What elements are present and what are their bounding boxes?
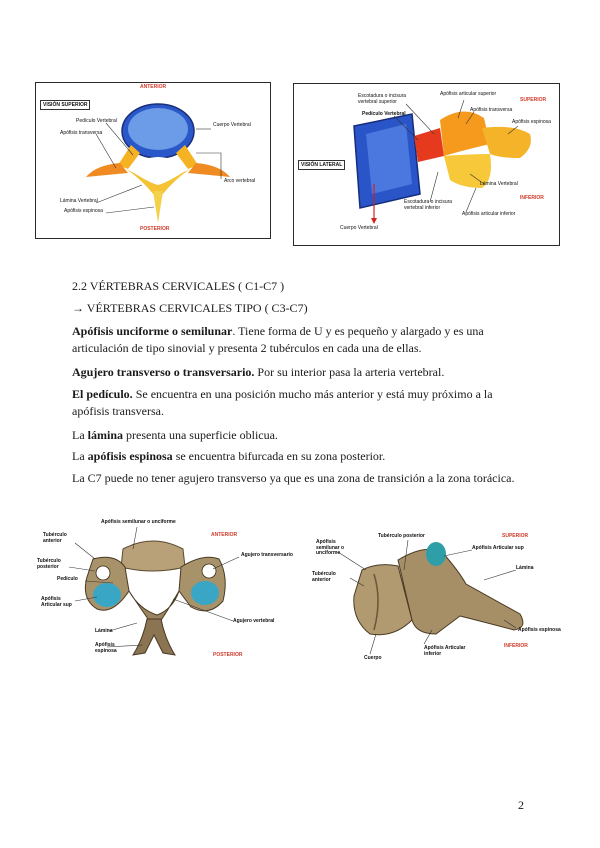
paragraph-lamina xyxy=(72,427,532,444)
label-articular-inf: Apófisis Articular inferior xyxy=(424,645,466,657)
label-pediculo: Pedículo xyxy=(57,576,78,582)
label-escotadura-sup-text: Escotadura o incisura vertebral superior xyxy=(358,93,407,105)
subsection-heading: → VÉRTEBRAS CERVICALES TIPO ( C3-C7) xyxy=(72,301,308,315)
figure-superior-view xyxy=(35,82,271,239)
term-espinosa: apófisis espinosa xyxy=(87,449,173,463)
label-tuberculo-post: Tubérculo posterior xyxy=(37,558,61,570)
label-cuerpo: Cuerpo Vertebral xyxy=(340,225,378,231)
view-label: VISIÓN SUPERIOR xyxy=(40,100,90,110)
label-agujero-vertebral: Agujero vertebral xyxy=(233,618,275,624)
label-espinosa: Apófisis espinosa xyxy=(64,208,103,214)
term-agujero: Agujero transverso o transversario. xyxy=(72,365,255,379)
desc-unciforme: . Tiene forma de U y es pequeño y alargado y es una articulación de tipo sinovial y presenta 2 tubérculos en cada una de ellas. xyxy=(72,324,484,355)
desc-espinosa: se encuentra bifurcada en su zona posterior. xyxy=(172,449,386,463)
label-espinosa: Apófisis espinosa xyxy=(518,627,561,633)
label-espinosa: Apófisis espinosa xyxy=(95,642,117,654)
posterior-label: POSTERIOR xyxy=(213,652,243,658)
inferior-label: INFERIOR xyxy=(504,643,528,649)
label-cuerpo: Cuerpo Vertebral xyxy=(213,122,251,128)
label-articular-inf: Apófisis articular inferior xyxy=(462,211,516,217)
label-cuerpo: Cuerpo xyxy=(364,655,382,661)
label-pediculo: Pedículo Vertebral xyxy=(76,118,117,124)
desc-agujero: Por su interior pasa la arteria vertebral. xyxy=(254,365,445,379)
label-semilunar: Apófisis semilunar o unciforme xyxy=(316,539,345,556)
label-articular-sup: Apófisis articular superior xyxy=(440,91,497,97)
label-pediculo: Pedículo Vertebral xyxy=(362,111,406,117)
label-lamina: Lámina xyxy=(516,565,534,571)
term-lamina: lámina xyxy=(87,428,123,442)
label-agujero-transversario: Agujero transversario xyxy=(241,552,293,558)
paragraph-agujero xyxy=(72,364,532,381)
label-tuberculo-ant: Tubérculo anterior xyxy=(312,571,336,583)
figure-cervical-superior xyxy=(33,519,293,667)
label-lamina: Lámina Vertebral xyxy=(480,181,518,187)
paragraph-c7: La C7 puede no tener agujero transverso ya que es una zona de transición a la zona torácica. xyxy=(72,471,515,485)
posterior-label: POSTERIOR xyxy=(140,226,170,232)
inferior-label: INFERIOR xyxy=(520,195,544,201)
view-label: VISIÓN LATERAL xyxy=(298,160,345,170)
figure-cervical-lateral xyxy=(308,530,560,670)
label-espinosa: Apófisis espinosa xyxy=(512,119,551,125)
label-escotadura-inf xyxy=(404,200,466,211)
label-apofisis-transversa: Apófisis transversa xyxy=(60,130,103,136)
label-escotadura-sup xyxy=(358,94,418,105)
label-transversa: Apófisis transversa xyxy=(470,107,513,113)
page-number: 2 xyxy=(518,798,524,812)
paragraph-pediculo xyxy=(72,386,532,420)
anterior-label: ANTERIOR xyxy=(140,84,167,90)
term-unciforme: Apófisis unciforme o semilunar xyxy=(72,324,233,338)
label-escotadura-inf-text: Escotadura o incisura vertebral inferior xyxy=(404,199,453,211)
term-pediculo: El pedículo. xyxy=(72,387,133,401)
paragraph-unciforme xyxy=(72,323,532,357)
section-heading: 2.2 VÉRTEBRAS CERVICALES ( C1-C7 ) xyxy=(72,279,285,293)
label-arco: Arco vertebral xyxy=(224,178,256,184)
desc-pediculo: Se encuentra en una posición mucho más anterior y está muy próximo a la apófisis transversa. xyxy=(72,387,493,418)
label-tuberculo-post: Tubérculo posterior xyxy=(378,533,425,539)
pre-espinosa: La xyxy=(72,449,88,463)
paragraph-espinosa xyxy=(72,448,532,465)
superior-label: SUPERIOR xyxy=(502,533,529,539)
desc-lamina: presenta una superficie oblicua. xyxy=(123,428,278,442)
label-lamina: Lámina Vertebral xyxy=(60,198,98,204)
superior-label: SUPERIOR xyxy=(520,97,547,103)
label-tuberculo-ant: Tubérculo anterior xyxy=(43,532,67,544)
label-articular-sup: Apófisis Articular sup xyxy=(472,545,524,551)
label-articular-sup: Apófisis Articular sup xyxy=(41,596,72,608)
figure-lateral-view xyxy=(293,83,560,246)
label-lamina: Lámina xyxy=(95,628,113,634)
pre-lamina: La xyxy=(72,428,88,442)
anterior-label: ANTERIOR xyxy=(211,532,238,538)
label-semilunar: Apófisis semilunar o unciforme xyxy=(101,519,176,525)
